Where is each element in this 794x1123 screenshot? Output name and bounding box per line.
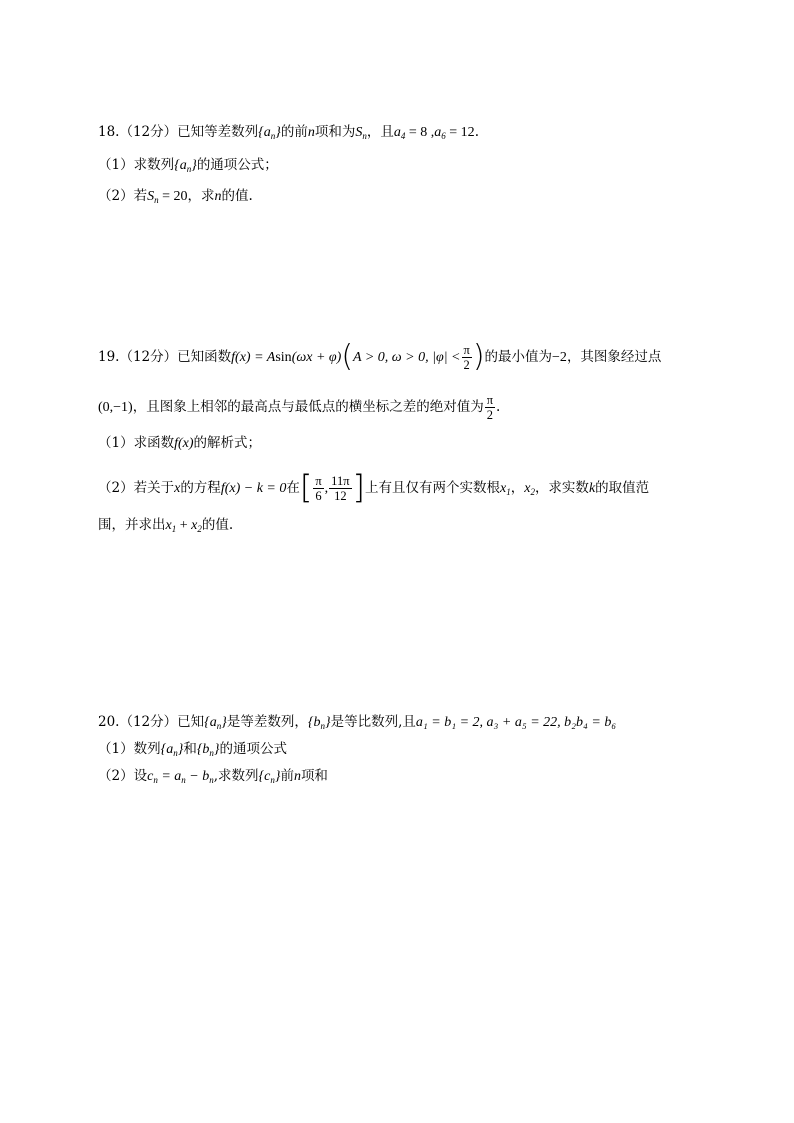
q19-line2-text: ，且图象上相邻的最高点与最低点的横坐标之差的绝对值为 [132, 399, 484, 415]
q20-text-c: 是等比数列,且 [330, 714, 416, 730]
q18-n: n [307, 125, 315, 140]
q19-last-text-b: 的值. [201, 517, 234, 533]
q19-part2-eq: f(x) − k = 0 [220, 481, 287, 496]
q20-text-b: 是等差数列， [226, 714, 308, 730]
q18-stem [98, 122, 479, 143]
q19-pi-over-2: $\frac{\pi}{2}$ [463, 343, 470, 372]
q19-sin: sin [275, 350, 292, 365]
q19-sep: ， [510, 480, 525, 496]
q19-line2-end: . [496, 399, 501, 415]
q20-part1-an: $\{a_n\}$ [160, 742, 184, 758]
q20-part2 [98, 766, 328, 787]
q20-part2-def: $c_n = a_n - b_n$ [147, 769, 214, 785]
q19-text-b: 的最小值为 [484, 349, 553, 365]
q19-part2-text-e: ，求实数 [534, 480, 589, 496]
q19-point: (0,−1) [98, 400, 133, 415]
q19-part1 [98, 433, 261, 454]
q18-seq: $\{a_n\}$ [258, 125, 281, 141]
q18-cond-a4: $a_4 = 8$ , [393, 125, 435, 141]
q19-interval-left: $\frac{\pi}{6}$ [315, 474, 322, 503]
q18-end: . [474, 124, 479, 140]
q20-part1-text-b: 和 [183, 741, 197, 757]
q19-func: f(x) = A [231, 350, 276, 365]
q18-Sn: $S_n$ [355, 125, 367, 141]
q18-part1 [98, 155, 278, 176]
q19-arg: (ωx + φ) [291, 350, 342, 365]
q20-part2-text-c: 前 [280, 768, 294, 784]
q18-part2-text-b: ，求 [187, 188, 215, 204]
q20-part2-text-d: 项和 [300, 768, 328, 784]
q20-part1-text: （1）数列 [98, 741, 161, 757]
q18-text-d: ，且 [366, 124, 394, 140]
q19-stem [98, 339, 662, 374]
q19-minval: −2 [552, 350, 567, 365]
q18-text-c: 项和为 [314, 124, 356, 140]
q19-cond-open: ( [341, 339, 354, 374]
q19-part2-text-c: 在 [286, 480, 300, 496]
q20-stem-text: 20.（12分）已知 [98, 714, 205, 730]
q19-part2-text-f: 的取值范 [595, 480, 650, 496]
q19-part1-text: （1）求函数 [98, 435, 175, 451]
q20-part1 [98, 739, 287, 760]
q18-part1-seq: $\{a_n\}$ [174, 158, 197, 174]
q20-an: $\{a_n\}$ [204, 715, 227, 731]
q19-part2-text-d: 上有且仅有两个实数根 [365, 480, 500, 496]
q18-part2 [98, 186, 253, 207]
q18-part2-n: n [214, 189, 222, 204]
q19-part2 [98, 468, 650, 506]
q18-part1-text-b: 的通项公式； [196, 157, 278, 173]
q19-cond: A > 0, ω > 0, |φ| < [353, 350, 461, 365]
q18-part2-text-c: 的值. [221, 188, 253, 204]
q20-part1-text-c: 的通项公式 [219, 741, 288, 757]
q20-stem [98, 712, 616, 733]
q19-k: k [588, 481, 596, 496]
q19-line2 [98, 393, 500, 422]
q18-part2-text: （2）若 [98, 188, 148, 204]
q20-part2-cn: $\{c_n\}$ [258, 769, 281, 785]
q19-part2-cont [98, 515, 233, 536]
q19-cond-close: ) [472, 339, 485, 374]
q19-part2-text-b: 的方程 [180, 480, 221, 496]
q19-interval-comma: , [324, 481, 329, 496]
q18-cond-a6: $a_6 = 12$ [434, 125, 475, 141]
q19-interval-open: [ [299, 468, 313, 506]
q19-part2-text: （2）若关于 [98, 480, 175, 496]
q20-part2-text: （2）设 [98, 768, 148, 784]
q19-text-c: ，其图象经过点 [566, 349, 662, 365]
q19-last-text: 围，并求出 [98, 517, 166, 533]
q18-part1-text: （1）求数列 [98, 157, 175, 173]
q19-interval-right: $\frac{11\pi}{12}$ [331, 474, 350, 503]
q20-part2-text-b: ,求数列 [213, 768, 259, 784]
q20-part2-n: n [293, 769, 301, 784]
q19-x2: $x_2$ [524, 481, 535, 497]
q19-part1-text-b: 的解析式； [193, 435, 262, 451]
q20-cond: a₁ = b₁ = 2, a₃ + a₅ = 22, b₂b₄ = b₆ [415, 715, 617, 730]
q18-stem-text: 18.（12分）已知等差数列 [98, 124, 259, 140]
q19-half-period: $\frac{\pi}{2}$ [486, 393, 494, 422]
q19-x1: $x_1$ [500, 481, 511, 497]
q19-part1-f: f(x) [174, 436, 194, 451]
q19-sum: $x_1 + x_2$ [165, 518, 202, 534]
q19-stem-text: 19.（12分）已知函数 [98, 349, 232, 365]
q19-part2-x: x [174, 481, 181, 496]
q20-part1-bn: $\{b_n\}$ [196, 742, 220, 758]
q18-text-b: 的前 [280, 124, 308, 140]
q19-interval-close: ] [352, 468, 365, 506]
q20-bn: $\{b_n\}$ [307, 715, 331, 731]
q18-part2-Sn: $S_n = 20$ [147, 189, 188, 205]
